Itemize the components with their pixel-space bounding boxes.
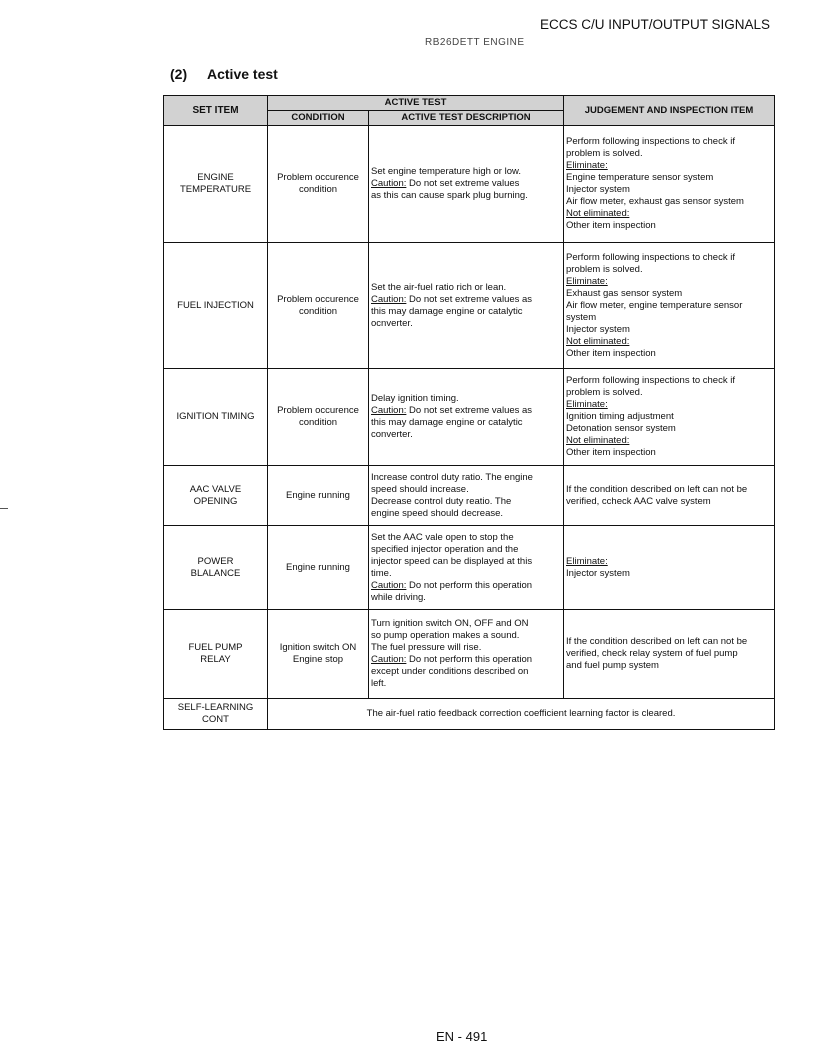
line-text: Perform following inspections to check if xyxy=(566,136,735,147)
line-text: Perform following inspections to check if xyxy=(566,251,735,263)
line-text: Detonation sensor system xyxy=(566,423,676,434)
line-text: this may damage engine or catalytic xyxy=(371,305,523,317)
cell-line xyxy=(566,264,772,276)
cell-line xyxy=(371,178,561,190)
cell-set-item xyxy=(164,369,268,466)
cell-description xyxy=(369,126,564,243)
header-set-item: SET ITEM xyxy=(164,96,268,126)
cell-line: condition xyxy=(298,305,338,317)
line-text: and fuel pump system xyxy=(566,660,659,671)
cell-line xyxy=(371,294,561,306)
line-text: verified, ccheck AAC valve system xyxy=(566,495,711,507)
line-text: Turn ignition switch ON, OFF and ON xyxy=(371,618,529,629)
line-text: Set engine temperature high or low. xyxy=(371,166,521,177)
cell-line xyxy=(371,592,561,604)
cell-condition xyxy=(268,369,369,466)
cell-line xyxy=(566,324,772,336)
cell-line xyxy=(371,544,561,556)
table-row xyxy=(164,526,775,610)
line-text-rest: Do not perform this operation xyxy=(406,654,533,665)
cell-line: FUEL PUMP xyxy=(188,642,243,653)
cell-line: TEMPERATURE xyxy=(179,184,252,195)
cell-set-item xyxy=(164,699,268,730)
margin-mark xyxy=(0,508,8,509)
line-text: If the condition described on left can not be xyxy=(566,636,748,647)
table-row xyxy=(164,466,775,526)
cell-line xyxy=(566,660,772,672)
line-text: Engine temperature sensor system xyxy=(566,172,714,183)
cell-line xyxy=(566,196,772,208)
cell-line: Ignition switch ON xyxy=(279,642,357,653)
cell-line xyxy=(371,618,561,630)
cell-condition xyxy=(268,243,369,369)
cell-line: SELF-LEARNING xyxy=(177,702,254,713)
cell-line: IGNITION TIMING xyxy=(176,411,255,422)
table-row xyxy=(164,243,775,369)
cell-line xyxy=(371,429,561,441)
line-text: Exhaust gas sensor system xyxy=(566,287,683,299)
cell-line xyxy=(566,148,772,160)
line-text: time. xyxy=(371,567,392,579)
cell-description xyxy=(369,466,564,526)
line-text: Other item inspection xyxy=(566,220,656,231)
cell-condition xyxy=(268,466,369,526)
cell-line xyxy=(371,580,561,592)
cell-line xyxy=(566,496,772,508)
cell-line xyxy=(566,423,772,435)
cell-line xyxy=(566,387,772,399)
line-text-rest: Do not perform this operation xyxy=(406,579,533,591)
line-text: except under conditions described on xyxy=(371,666,529,677)
cell-line xyxy=(566,447,772,459)
table-row xyxy=(164,369,775,466)
cell-line xyxy=(371,630,561,642)
cell-line xyxy=(566,556,772,568)
cell-line xyxy=(566,348,772,360)
cell-line xyxy=(566,312,772,324)
line-text-rest: Do not set extreme values as xyxy=(406,293,533,305)
cell-line xyxy=(566,288,772,300)
line-text: this may damage engine or catalytic xyxy=(371,417,523,428)
line-text: Not eliminated: xyxy=(566,208,630,219)
line-text: Caution: xyxy=(371,178,407,189)
cell-description xyxy=(369,610,564,699)
cell-line xyxy=(566,172,772,184)
cell-line xyxy=(566,160,772,172)
cell-line xyxy=(371,666,561,678)
cell-line xyxy=(566,208,772,220)
cell-line xyxy=(566,648,772,660)
cell-line xyxy=(566,435,772,447)
line-text: while driving. xyxy=(371,591,426,603)
cell-line xyxy=(371,190,561,202)
cell-line xyxy=(371,532,561,544)
cell-line: Engine stop xyxy=(292,654,344,665)
cell-self-learning-desc: The air-fuel ratio feedback correction coefficient learning factor is cleared. xyxy=(268,699,775,730)
header-description: ACTIVE TEST DESCRIPTION xyxy=(369,111,564,126)
cell-line: CONT xyxy=(202,714,229,725)
line-text: verified, check relay system of fuel pump xyxy=(566,648,738,659)
cell-line: POWER xyxy=(197,555,234,567)
cell-line xyxy=(566,336,772,348)
header-active-test: ACTIVE TEST xyxy=(268,96,564,111)
cell-line xyxy=(371,556,561,568)
line-text: Other item inspection xyxy=(566,347,656,359)
line-text: Air flow meter, engine temperature sensor xyxy=(566,299,743,311)
line-text: If the condition described on left can not be xyxy=(566,483,748,495)
cell-description xyxy=(369,243,564,369)
line-text: problem is solved. xyxy=(566,148,643,159)
cell-line xyxy=(566,568,772,580)
line-text: ocnverter. xyxy=(371,317,413,329)
table-row xyxy=(164,610,775,699)
line-text: Caution: xyxy=(371,579,407,591)
section-title: Active test xyxy=(207,66,278,82)
header-judgement: JUDGEMENT AND INSPECTION ITEM xyxy=(564,96,775,126)
line-text: Delay ignition timing. xyxy=(371,393,459,404)
cell-line: OPENING xyxy=(193,495,238,507)
line-text: Caution: xyxy=(371,654,407,665)
line-text: Air flow meter, exhaust gas sensor system xyxy=(566,196,744,207)
cell-set-item xyxy=(164,610,268,699)
cell-line: Engine running xyxy=(286,489,350,501)
cell-line xyxy=(371,654,561,666)
cell-line xyxy=(566,300,772,312)
line-text: Injector system xyxy=(566,567,630,579)
cell-set-item xyxy=(164,466,268,526)
cell-line xyxy=(566,375,772,387)
cell-line xyxy=(566,184,772,196)
cell-line: ENGINE xyxy=(197,172,234,183)
line-text: Perform following inspections to check if xyxy=(566,375,735,386)
cell-condition xyxy=(268,610,369,699)
table-row xyxy=(164,126,775,243)
line-text: Eliminate: xyxy=(566,160,608,171)
cell-set-item xyxy=(164,126,268,243)
page-number: EN - 491 xyxy=(436,1029,488,1044)
table-row-last xyxy=(164,699,775,730)
line-text: Eliminate: xyxy=(566,275,608,287)
header-condition: CONDITION xyxy=(268,111,369,126)
table-header-row xyxy=(164,96,775,111)
cell-line xyxy=(371,318,561,330)
line-text: Other item inspection xyxy=(566,447,656,458)
line-text: The fuel pressure will rise. xyxy=(371,642,482,653)
cell-line: condition xyxy=(298,184,338,195)
line-text: Not eliminated: xyxy=(566,335,630,347)
line-text: Not eliminated: xyxy=(566,435,630,446)
line-text: system xyxy=(566,311,597,323)
line-text: problem is solved. xyxy=(566,263,643,275)
line-text: engine speed should decrease. xyxy=(371,507,504,519)
cell-line xyxy=(371,678,561,690)
line-text-rest: Do not set extreme values xyxy=(406,178,520,189)
cell-line xyxy=(371,417,561,429)
cell-line xyxy=(371,405,561,417)
cell-line: condition xyxy=(298,417,338,428)
line-text: speed should increase. xyxy=(371,483,469,495)
line-text: Ignition timing adjustment xyxy=(566,411,674,422)
line-text: as this can cause spark plug burning. xyxy=(371,190,528,201)
cell-line xyxy=(566,136,772,148)
cell-line xyxy=(566,276,772,288)
line-text: Injector system xyxy=(566,323,630,335)
line-text: so pump operation makes a sound. xyxy=(371,630,520,641)
cell-set-item xyxy=(164,243,268,369)
cell-judgement xyxy=(564,126,775,243)
cell-set-item xyxy=(164,526,268,610)
line-text: left. xyxy=(371,678,387,689)
cell-condition xyxy=(268,526,369,610)
cell-line xyxy=(566,399,772,411)
line-text: converter. xyxy=(371,429,413,440)
cell-line xyxy=(371,568,561,580)
cell-line xyxy=(566,636,772,648)
cell-line xyxy=(371,642,561,654)
cell-line xyxy=(566,220,772,232)
line-text: injector speed can be displayed at this xyxy=(371,555,533,567)
cell-line: Problem occurence xyxy=(277,172,359,183)
cell-judgement xyxy=(564,243,775,369)
line-text: Eliminate: xyxy=(566,399,608,410)
cell-line: RELAY xyxy=(200,654,231,665)
cell-condition xyxy=(268,126,369,243)
cell-line: Problem occurence xyxy=(277,293,359,305)
line-text: specified injector operation and the xyxy=(371,543,519,555)
cell-line xyxy=(566,411,772,423)
cell-line: Problem occurence xyxy=(277,405,359,416)
cell-judgement xyxy=(564,526,775,610)
header-subtitle: RB26DETT ENGINE xyxy=(425,37,525,48)
line-text: Decrease control duty reatio. The xyxy=(371,495,512,507)
cell-description xyxy=(369,369,564,466)
line-text: problem is solved. xyxy=(566,387,643,398)
cell-line: BLALANCE xyxy=(190,567,241,579)
cell-judgement xyxy=(564,610,775,699)
cell-line xyxy=(371,484,561,496)
cell-line xyxy=(371,393,561,405)
header-title: ECCS C/U INPUT/OUTPUT SIGNALS xyxy=(540,17,771,32)
cell-line: AAC VALVE xyxy=(189,483,242,495)
cell-line xyxy=(566,484,772,496)
cell-line xyxy=(371,306,561,318)
line-text: Caution: xyxy=(371,405,407,416)
line-text: Set the air-fuel ratio rich or lean. xyxy=(371,281,507,293)
cell-judgement xyxy=(564,466,775,526)
line-text-rest: Do not set extreme values as xyxy=(406,405,533,416)
cell-line xyxy=(371,508,561,520)
line-text: Set the AAC vale open to stop the xyxy=(371,531,514,543)
cell-line: FUEL INJECTION xyxy=(177,299,254,311)
cell-line xyxy=(371,496,561,508)
cell-line xyxy=(566,252,772,264)
cell-line xyxy=(371,166,561,178)
cell-line: Engine running xyxy=(286,561,350,573)
line-text: Increase control duty ratio. The engine xyxy=(371,471,533,483)
cell-description xyxy=(369,526,564,610)
line-text: Injector system xyxy=(566,184,630,195)
section-number: (2) xyxy=(170,66,188,82)
cell-line xyxy=(371,282,561,294)
cell-judgement xyxy=(564,369,775,466)
active-test-table xyxy=(163,95,775,730)
line-text: Caution: xyxy=(371,293,407,305)
cell-line xyxy=(371,472,561,484)
line-text: Eliminate: xyxy=(566,555,608,567)
